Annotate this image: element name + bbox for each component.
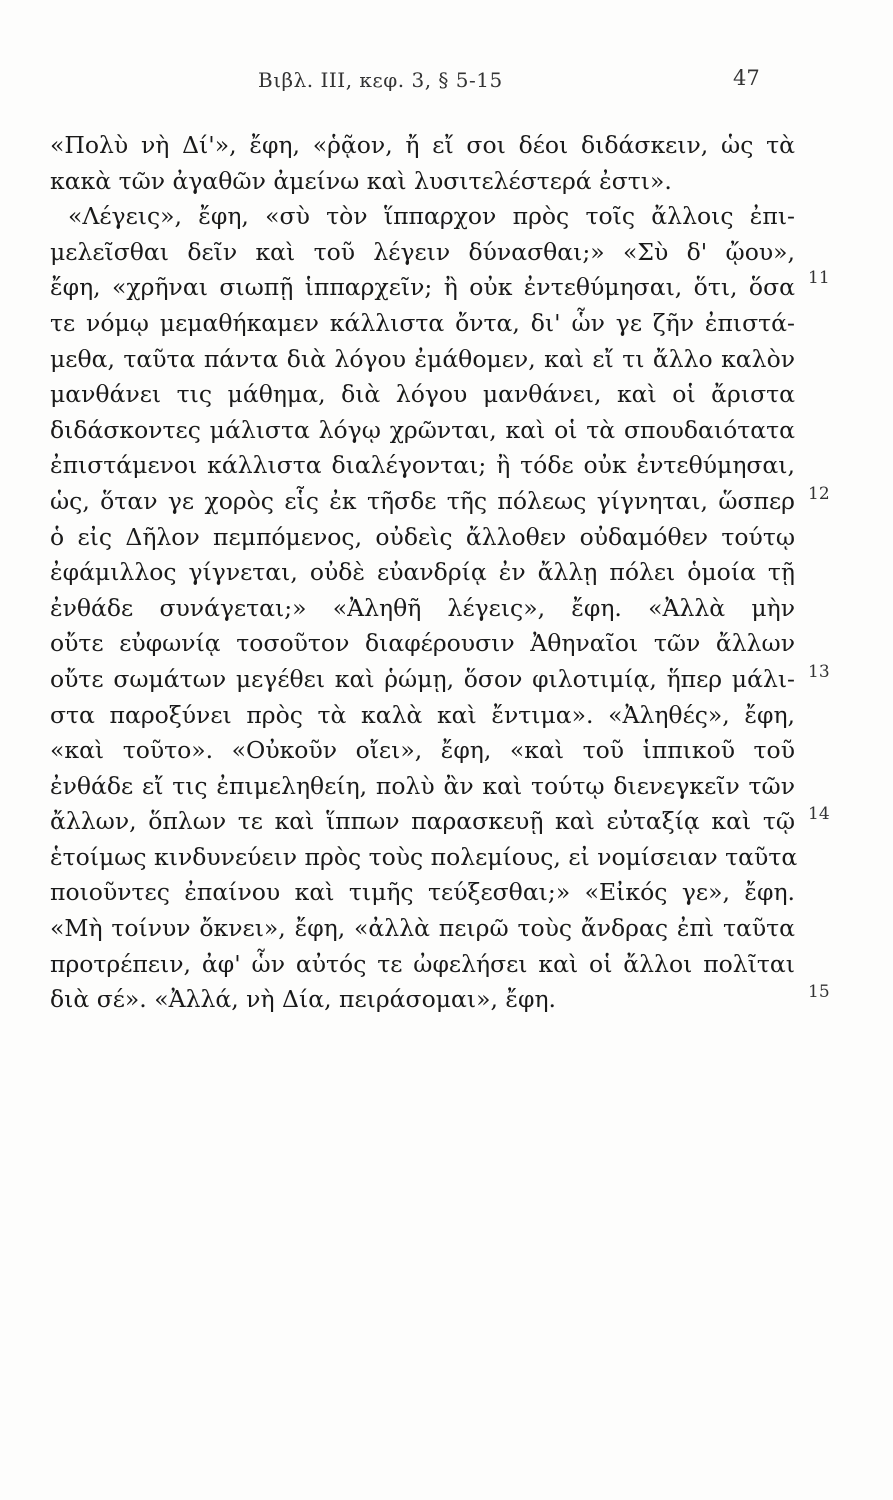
text-line: προτρέπειν, ἀφ' ὧν αὐτός τε ὠφελήσει καὶ οἱ ἄλλοι πολῖται [50,949,795,978]
text-line: κακὰ τῶν ἀγαθῶν ἀμείνω καὶ λυσιτελέστερά ἐστι». [50,166,672,195]
page-number: 47 [733,66,760,90]
text-line: ὡς, ὅταν γε χορὸς εἷς ἐκ τῆσδε τῆς πόλεως γίγνηται, ὥσπερ [50,486,795,515]
text-line: «καὶ τοῦτο». «Οὐκοῦν οἴει», ἔφη, «καὶ τοῦ ἱππικοῦ τοῦ [50,736,795,765]
text-line: μανθάνει τις μάθημα, διὰ λόγου μανθάνει, καὶ οἱ ἄριστα [50,380,795,409]
text-line: στα παροξύνει πρὸς τὰ καλὰ καὶ ἔντιμα». «Ἀληθές», ἔφη, [50,700,795,729]
text-line: διὰ σέ». «Ἀλλά, νὴ Δία, πειράσομαι», ἔφη. [50,985,557,1014]
text-line: «Λέγεις», ἔφη, «σὺ τὸν ἵππαρχον πρὸς τοῖς ἄλλοις ἐπι- [68,202,795,231]
text-line: ἐφάμιλλος γίγνεται, οὐδὲ εὐανδρίᾳ ἐν ἄλλῃ πόλει ὁμοία τῇ [50,558,795,587]
text-line: ἔφη, «χρῆναι σιωπῇ ἱππαρχεῖν; ἢ οὐκ ἐντεθύμησαι, ὅτι, ὅσα [50,273,795,302]
text-line: ἐπιστάμενοι κάλλιστα διαλέγονται; ἢ τόδε οὐκ ἐντεθύμησαι, [50,451,795,480]
text-line: τε νόμῳ μεμαθήκαμεν κάλλιστα ὄντα, δι' ὧν γε ζῆν ἐπιστά- [50,308,795,337]
section-number: 13 [808,662,830,682]
text-line: ὁ εἰς Δῆλον πεμπόμενος, οὐδεὶς ἄλλοθεν οὐδαμόθεν τούτῳ [50,522,795,551]
text-line: ἐνθάδε εἴ τις ἐπιμεληθείη, πολὺ ἂν καὶ τούτῳ διενεγκεῖν τῶν [50,771,795,800]
text-line: ἑτοίμως κινδυνεύειν πρὸς τοὺς πολεμίους, εἰ νομίσειαν ταῦτα [50,842,798,871]
text-line: «Πολὺ νὴ Δί'», ἔφη, «ῥᾷον, ἤ εἴ σοι δέοι διδάσκειν, ὡς τὰ [50,131,795,159]
body-text [50,128,798,1018]
text-line: ποιοῦντες ἐπαίνου καὶ τιμῆς τεύξεσθαι;» «Εἰκός γε», ἔφη. [50,878,795,907]
text-line: ἐνθάδε συνάγεται;» «Ἀληθῆ λέγεις», ἔφη. «Ἀλλὰ μὴν [50,593,795,622]
running-header: Βιβλ. ΙΙΙ, κεφ. 3, § 5-15 [258,68,503,92]
section-number: 11 [808,268,830,288]
text-line: οὔτε σωμάτων μεγέθει καὶ ῥώμῃ, ὅσον φιλοτιμίᾳ, ἥπερ μάλι- [50,664,795,693]
text-line: μελεῖσθαι δεῖν καὶ τοῦ λέγειν δύνασθαι;» «Σὺ δ' ᾤου», [50,237,795,266]
section-number: 15 [808,982,830,1002]
section-number: 14 [808,804,830,824]
text-line: μεθα, ταῦτα πάντα διὰ λόγου ἐμάθομεν, καὶ εἴ τι ἄλλο καλὸν [50,344,795,373]
text-line: διδάσκοντες μάλιστα λόγῳ χρῶνται, καὶ οἱ τὰ σπουδαιότατα [50,415,795,444]
text-line: ἄλλων, ὅπλων τε καὶ ἵππων παρασκευῇ καὶ εὐταξίᾳ καὶ τῷ [50,807,795,836]
text-line: οὔτε εὐφωνίᾳ τοσοῦτον διαφέρουσιν Ἀθηναῖοι τῶν ἄλλων [50,629,795,658]
text-line: «Μὴ τοίνυν ὄκνει», ἔφη, «ἀλλὰ πειρῶ τοὺς ἄνδρας ἐπὶ ταῦτα [50,914,795,943]
section-number: 12 [808,484,830,504]
